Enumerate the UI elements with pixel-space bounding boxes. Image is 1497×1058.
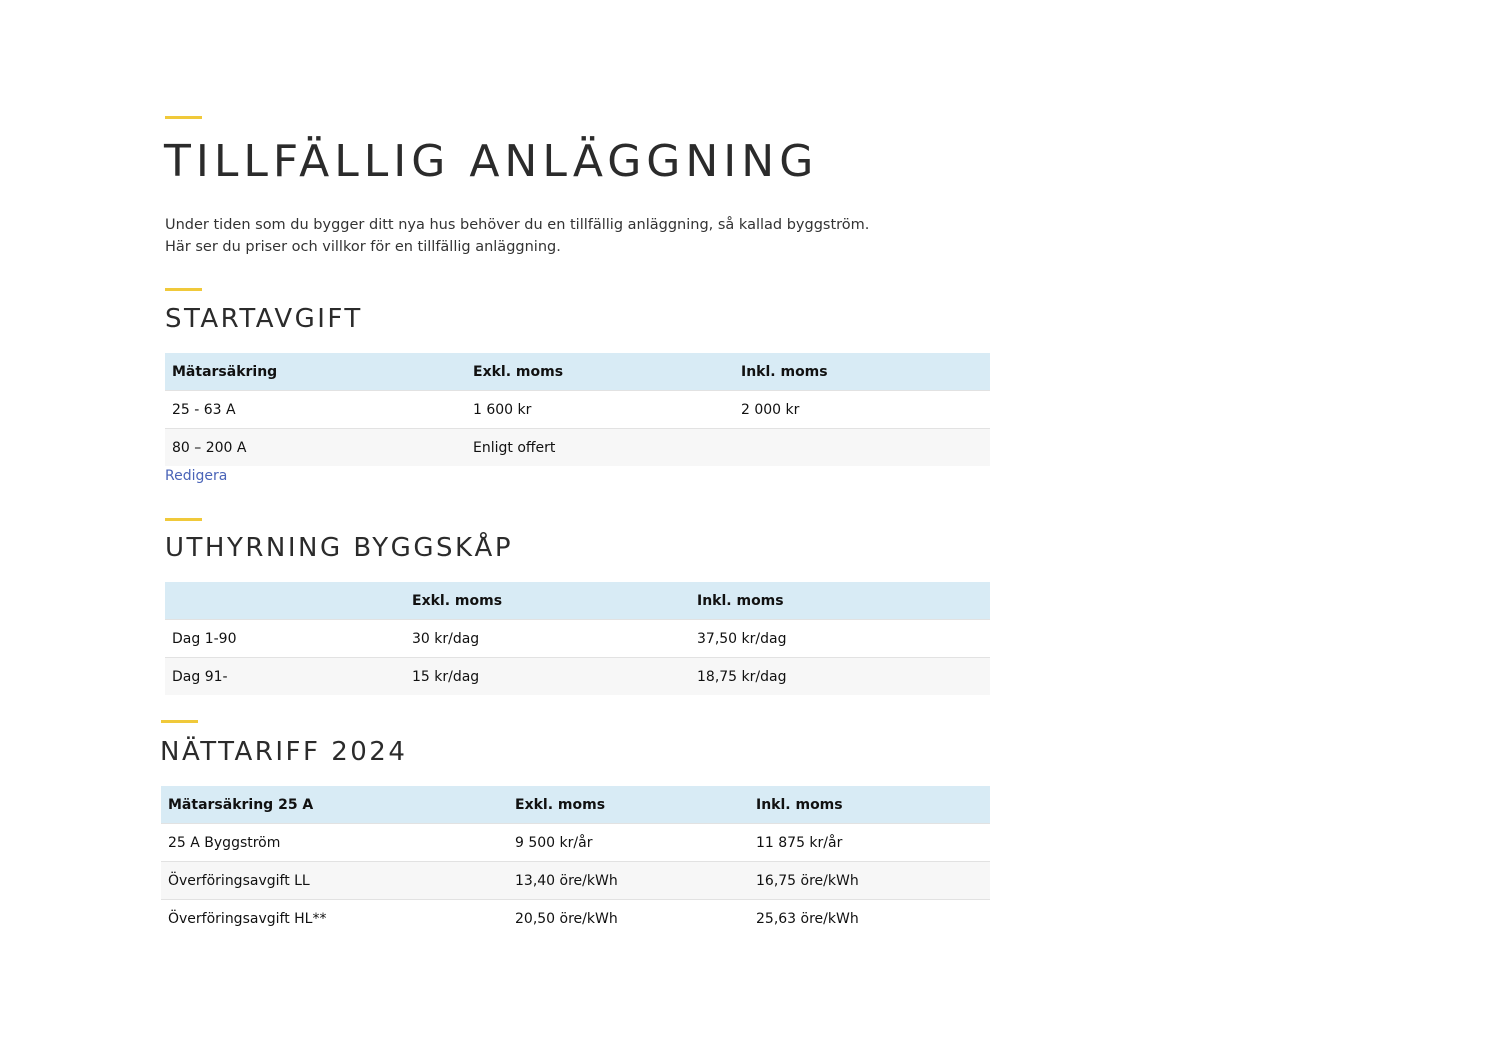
column-header: Exkl. moms — [466, 353, 734, 391]
table-cell: 30 kr/dag — [405, 620, 690, 658]
table-cell: 2 000 kr — [734, 391, 990, 429]
table-cell: Dag 1-90 — [165, 620, 405, 658]
table-cell: 18,75 kr/dag — [690, 658, 990, 696]
table-cell: 16,75 öre/kWh — [749, 862, 990, 900]
table-header-row — [165, 353, 990, 391]
table-cell — [734, 429, 990, 467]
column-header — [165, 582, 405, 620]
table-row — [165, 429, 990, 467]
table-header-row — [165, 582, 990, 620]
table-row — [161, 862, 990, 900]
table-cell: 1 600 kr — [466, 391, 734, 429]
startavgift-table — [165, 353, 990, 466]
table-cell: 13,40 öre/kWh — [508, 862, 749, 900]
column-header: Inkl. moms — [749, 786, 990, 824]
table-cell: 37,50 kr/dag — [690, 620, 990, 658]
table-cell: 11 875 kr/år — [749, 824, 990, 862]
section-title-byggskap: UTHYRNING BYGGSKÅP — [165, 533, 513, 563]
table-cell: Överföringsavgift HL** — [161, 900, 508, 938]
column-header: Mätarsäkring — [165, 353, 466, 391]
intro-text — [165, 214, 869, 258]
section-title-nattariff: NÄTTARIFF 2024 — [160, 737, 408, 767]
column-header: Exkl. moms — [508, 786, 749, 824]
table-header-row — [161, 786, 990, 824]
table-cell: Överföringsavgift LL — [161, 862, 508, 900]
column-header: Mätarsäkring 25 A — [161, 786, 508, 824]
nattariff-table — [161, 786, 990, 937]
table-row — [161, 824, 990, 862]
page-title: TILLFÄLLIG ANLÄGGNING — [164, 136, 819, 187]
table-cell: 25,63 öre/kWh — [749, 900, 990, 938]
intro-line: Här ser du priser och villkor för en tillfällig anläggning. — [165, 239, 561, 255]
table-row — [161, 900, 990, 938]
edit-link[interactable]: Redigera — [165, 468, 228, 484]
table-cell: 9 500 kr/år — [508, 824, 749, 862]
column-header: Inkl. moms — [690, 582, 990, 620]
table-cell: 80 – 200 A — [165, 429, 466, 467]
table-cell: 25 A Byggström — [161, 824, 508, 862]
section-accent-line — [165, 518, 202, 521]
section-accent-line — [161, 720, 198, 723]
title-accent-line — [165, 116, 202, 119]
section-accent-line — [165, 288, 202, 291]
table-row — [165, 391, 990, 429]
table-cell: Enligt offert — [466, 429, 734, 467]
table-cell: 15 kr/dag — [405, 658, 690, 696]
intro-line: Under tiden som du bygger ditt nya hus behöver du en tillfällig anläggning, så kallad byggström. — [165, 217, 870, 233]
table-cell: 20,50 öre/kWh — [508, 900, 749, 938]
column-header: Exkl. moms — [405, 582, 690, 620]
column-header: Inkl. moms — [734, 353, 990, 391]
table-row — [165, 620, 990, 658]
table-cell: 25 - 63 A — [165, 391, 466, 429]
byggskap-table — [165, 582, 990, 695]
section-title-startavgift: STARTAVGIFT — [165, 304, 363, 334]
table-cell: Dag 91- — [165, 658, 405, 696]
table-row — [165, 658, 990, 696]
